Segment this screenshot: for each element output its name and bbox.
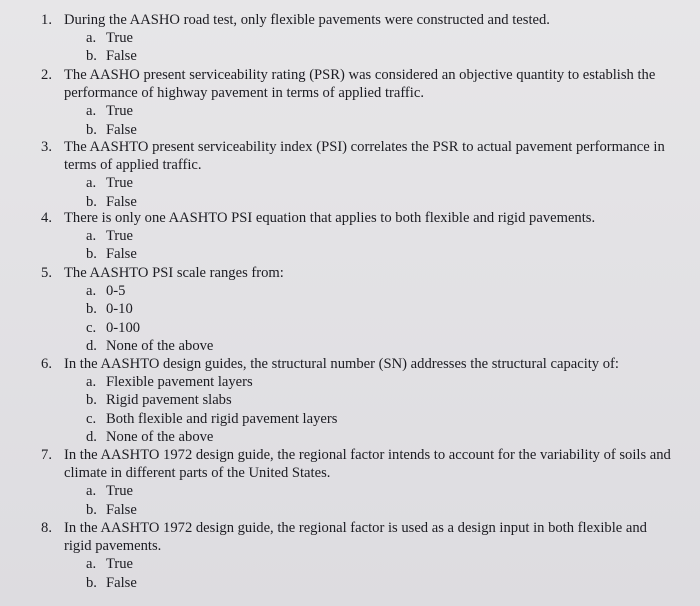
option-text: False [106,193,137,210]
option-text: True [106,556,134,573]
option-letter: a. [86,175,97,192]
question-text: The AASHTO present serviceability index (PSI) correlates the PSR to actual pavement performance in terms of applied traffic. [64,139,665,174]
option-b[interactable] [86,47,694,65]
option-b[interactable] [86,391,694,409]
option-text: True [106,228,134,245]
question-4 [26,209,694,264]
option-a[interactable] [86,555,666,573]
option-c[interactable] [86,410,694,428]
option-a[interactable] [86,174,698,192]
option-letter: a. [86,483,97,500]
question-text: In the AASHTO design guides, the structural number (SN) addresses the structural capacity of: [64,356,619,372]
question-1 [26,11,694,66]
question-3 [26,138,698,211]
option-letter: b. [86,246,97,263]
option-text: True [106,30,134,47]
option-letter: b. [86,574,97,591]
question-number: 1. [41,12,52,28]
option-text: 0-5 [106,283,126,300]
option-text: 0-10 [106,301,133,318]
option-letter: a. [86,30,97,47]
option-letter: a. [86,103,97,120]
option-a[interactable] [86,482,698,500]
option-a[interactable] [86,282,694,300]
question-8 [26,519,666,592]
question-text: In the AASHTO 1972 design guide, the regional factor is used as a design input in both flexible and rigid pavements. [64,520,647,555]
question-5 [26,264,694,355]
question-text: The AASHO present serviceability rating (PSR) was considered an objective quantity to establish the performance of highway pavement in terms of applied traffic. [64,67,656,102]
option-b[interactable] [86,245,694,263]
option-text: Rigid pavement slabs [106,392,232,409]
option-letter: b. [86,301,97,318]
option-letter: c. [86,319,97,336]
option-letter: a. [86,374,97,391]
option-a[interactable] [86,227,694,245]
option-letter: b. [86,48,97,65]
option-letter: a. [86,228,97,245]
option-letter: d. [86,337,97,354]
option-b[interactable] [86,121,666,139]
option-letter: c. [86,410,97,427]
option-d[interactable] [86,337,694,355]
option-letter: a. [86,283,97,300]
question-number: 8. [41,520,52,536]
question-number: 6. [41,356,52,372]
option-text: True [106,483,134,500]
option-a[interactable] [86,102,666,120]
question-text: The AASHTO PSI scale ranges from: [64,265,284,281]
option-text: Flexible pavement layers [106,374,253,391]
question-number: 2. [41,67,52,83]
question-number: 7. [41,447,52,463]
option-text: False [106,246,137,263]
question-number: 5. [41,265,52,281]
option-letter: b. [86,392,97,409]
option-text: True [106,175,134,192]
option-text: True [106,103,134,120]
option-letter: b. [86,193,97,210]
option-text: 0-100 [106,319,141,336]
question-text: During the AASHO road test, only flexible pavements were constructed and tested. [64,12,550,28]
option-b[interactable] [86,574,666,592]
option-a[interactable] [86,373,694,391]
option-letter: a. [86,556,97,573]
option-c[interactable] [86,319,694,337]
question-6 [26,355,694,446]
option-letter: d. [86,428,97,445]
option-b[interactable] [86,501,698,519]
option-text: None of the above [106,428,214,445]
option-text: Both flexible and rigid pavement layers [106,410,338,427]
question-text: There is only one AASHTO PSI equation that applies to both flexible and rigid pavements. [64,210,596,226]
option-text: False [106,48,137,65]
question-2 [26,66,666,139]
option-a[interactable] [86,29,694,47]
option-b[interactable] [86,300,694,318]
question-number: 3. [41,139,52,155]
question-number: 4. [41,210,52,226]
option-d[interactable] [86,428,694,446]
option-text: False [106,574,137,591]
option-letter: b. [86,121,97,138]
question-7 [26,446,698,519]
question-text: In the AASHTO 1972 design guide, the regional factor intends to account for the variability of soils and climate in different parts of the United States. [64,447,671,482]
option-text: None of the above [106,337,214,354]
option-letter: b. [86,501,97,518]
option-text: False [106,501,137,518]
option-text: False [106,121,137,138]
